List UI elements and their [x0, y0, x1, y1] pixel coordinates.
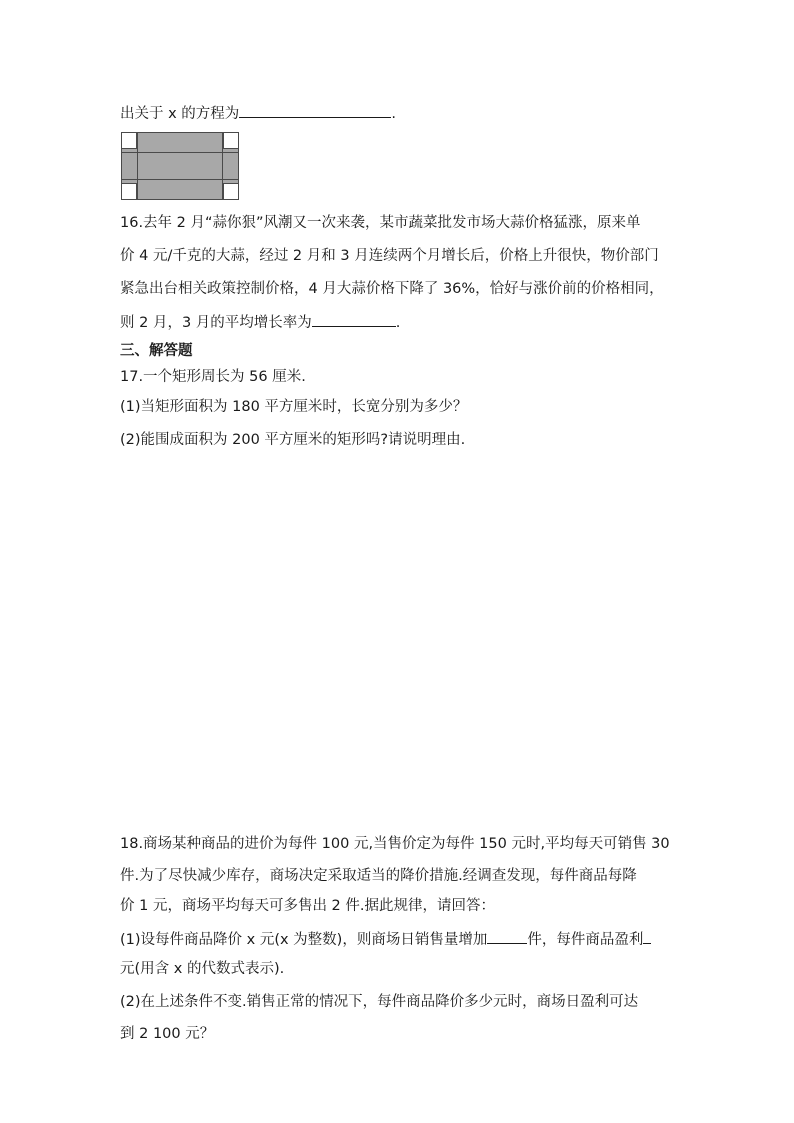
q16-line-2: 价 4 元/千克的大蒜，经过 2 月和 3 月连续两个月增长后，价格上升很快，物价部门 [120, 248, 659, 264]
q17-part-2: (2)能围成面积为 200 平方厘米的矩形吗?请说明理由. [120, 432, 466, 448]
q18-part-1-line-1 [120, 929, 651, 950]
q18-line-1: 18.商场某种商品的进价为每件 100 元,当售价定为每件 150 元时,平均每天可销售 30 [120, 836, 670, 852]
q15-equation-line [120, 103, 396, 124]
q16-line-1: 16.去年 2 月“蒜你狠”风潮又一次来袭，某市蔬菜批发市场大蒜价格猛涨，原来单 [120, 215, 641, 231]
figure-corner-top-right [223, 132, 239, 149]
q18-part-2-line-1: (2)在上述条件不变.销售正常的情况下，每件商品降价多少元时，商场日盈利可达 [120, 994, 639, 1010]
figure-corner-top-left [121, 132, 137, 149]
figure-corner-bottom-right [223, 183, 239, 200]
q16-line-4-text: 则 2 月，3 月的平均增长率为 [120, 315, 312, 331]
q16-period: . [395, 315, 401, 331]
q18-line-2: 件.为了尽快减少库存，商场决定采取适当的降价措施.经调查发现，每件商品每降 [120, 868, 637, 884]
q15-answer-blank[interactable] [239, 103, 391, 118]
q18-part-1-text-2: 件，每件商品盈利 [527, 932, 644, 948]
rectangle-figure [121, 132, 239, 200]
section-heading: 三、解答题 [120, 343, 193, 359]
q18-part-2-line-2: 到 2 100 元？ [120, 1026, 215, 1042]
q17-part-1: (1)当矩形面积为 180 平方厘米时，长宽分别为多少？ [120, 399, 468, 415]
q15-text: 出关于 x 的方程为 [120, 106, 240, 122]
figure-v-line-left [137, 132, 138, 200]
q16-line-4 [120, 312, 400, 333]
figure-corner-bottom-left [121, 183, 137, 200]
q15-period: . [391, 106, 396, 122]
q17-stem: 17.一个矩形周长为 56 厘米. [120, 369, 306, 385]
q18-part-1-text: (1)设每件商品降价 x 元(x 为整数)，则商场日销售量增加 [120, 932, 488, 948]
q18-sales-blank[interactable] [487, 929, 527, 944]
q18-line-3: 价 1 元，商场平均每天可多售出 2 件.据此规律，请回答： [120, 898, 495, 914]
q18-profit-blank[interactable] [643, 929, 651, 944]
q18-part-1-line-2: 元(用含 x 的代数式表示). [120, 961, 285, 977]
q16-line-3: 紧急出台相关政策控制价格，4 月大蒜价格下降了 36%，恰好与涨价前的价格相同， [120, 281, 664, 297]
q16-answer-blank[interactable] [312, 312, 396, 327]
